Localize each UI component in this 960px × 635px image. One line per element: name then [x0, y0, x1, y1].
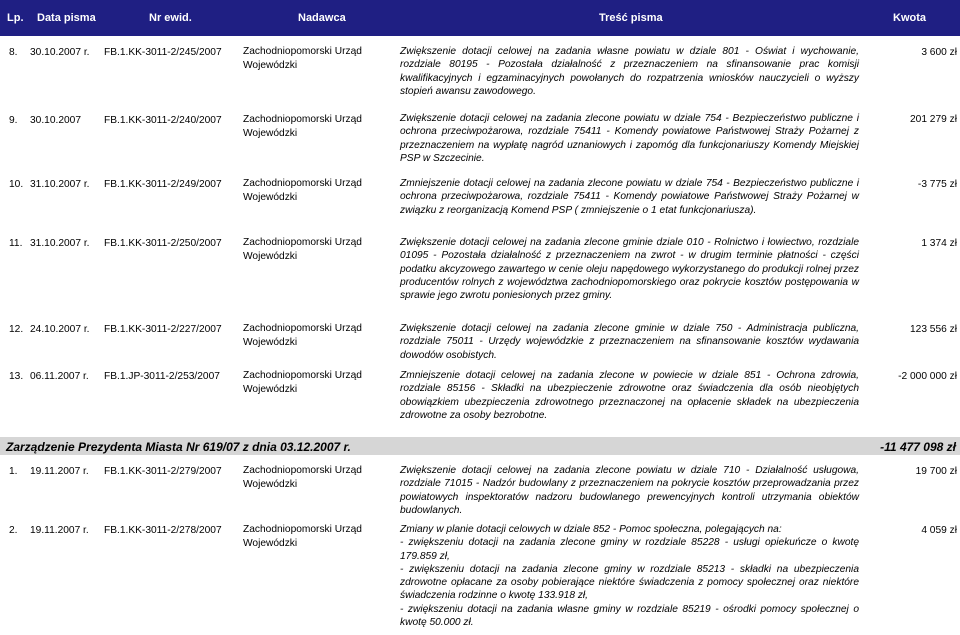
row-sender: Zachodniopomorski Urząd Wojewódzki: [243, 465, 362, 490]
row-lp: 10.: [9, 179, 24, 190]
row-content: Zwiększenie dotacji celowej na zadania zlecone powiatu w dziale 754 - Bezpieczeństwo publiczne i ochrona przeciwpożarowa, rozdziale 75411 - Komendy powiatowe Państwowej Straży Pożarnej z przeznaczeniem na wypłatę nagród uznaniowych i zapomóg dla funkcjonariuszy Komendy Miejskiej PSP w Szczecinie.: [400, 113, 859, 164]
row-lp: 12.: [9, 324, 24, 335]
row-nr: FB.1.KK-3011-2/240/2007: [104, 115, 222, 126]
row-amount: -3 775 zł: [917, 179, 957, 190]
row-sender: Zachodniopomorski Urząd Wojewódzki: [243, 237, 362, 262]
header-sender: Nadawca: [298, 12, 346, 24]
row-date: 30.10.2007 r.: [30, 47, 90, 58]
row-nr: FB.1.KK-3011-2/249/2007: [104, 179, 222, 190]
row-sender: Zachodniopomorski Urząd Wojewódzki: [243, 46, 362, 71]
content-line: - zwiększeniu dotacji na zadania zlecone gminy w rozdziale 85213 - składki na ubezpieczenia zdrowotne opłacane za osoby pobierające niektóre świadczenia z pomocy społecznej oraz niektóre świadczenia rodzinne o kwotę 133.918 zł,: [400, 563, 859, 602]
row-amount: 4 059 zł: [921, 525, 957, 536]
row-date: 31.10.2007 r.: [30, 238, 90, 249]
row-content: Zwiększenie dotacji celowej na zadania zlecone gminie dziale 010 - Rolnictwo i łowiectwo, rozdziale 01095 - Pozostała działalność z przeznaczeniem na zwrot - w drugim terminie płatności - części podatku akcyzowego zawartego w cenie oleju napędowego wykorzystanego do produkcji rolnej przez producentów rolnych z województwa zachodniopomorskiego oraz pokrycie kosztów postępowania w sprawie jego zwrotu poniesionych przez gminy.: [400, 237, 859, 302]
row-date: 24.10.2007 r.: [30, 324, 90, 335]
header-amount: Kwota: [893, 12, 926, 24]
row-amount: 201 279 zł: [909, 114, 957, 125]
row-content: Zwiększenie dotacji celowej na zadania zlecone powiatu w dziale 710 - Działalność usługowa, rozdziale 71015 - Nadzór budowlany z przeznaczeniem na pokrycie kosztów przeprowadzania przez powiatowych inspektoratów nadzoru budowlanego prewencyjnych kontroli utrzymania obiektów budowlanych.: [400, 465, 859, 516]
row-content: Zmniejszenie dotacji celowej na zadania zlecone powiatu w dziale 754 - Bezpieczeństwo publiczne i ochrona przeciwpożarowa, rozdziale 75411 - Komendy powiatowe Państwowej Straży Pożarnej w związku z reorganizacją Komend PSP ( zmniejszenie o 1 etat funkcjonariusza).: [400, 178, 859, 216]
header-lp: Lp.: [7, 12, 24, 24]
row-date: 19.11.2007 r.: [30, 466, 89, 477]
row-lp: 2.: [9, 525, 18, 536]
content-line: - zwiększeniu dotacji na zadania własne gminy w rozdziale 85219 - ośrodki pomocy społecznej o kwotę 50.000 zł.: [400, 603, 859, 629]
section-title: Zarządzenie Prezydenta Miasta Nr 619/07 z dnia 03.12.2007 r.: [6, 440, 351, 454]
row-date: 19.11.2007 r.: [30, 525, 89, 536]
row-date: 06.11.2007 r.: [30, 371, 89, 382]
content-line: - zwiększeniu dotacji na zadania zlecone gminy w rozdziale 85228 - usługi opiekuńcze o kwotę 179.859 zł,: [400, 537, 859, 562]
row-nr: FB.1.JP-3011-2/253/2007: [104, 371, 220, 382]
row-content: [400, 523, 859, 629]
row-amount: 1 374 zł: [921, 238, 957, 249]
row-lp: 1.: [9, 466, 18, 477]
row-content: Zwiększenie dotacji celowej na zadania własne powiatu w dziale 801 - Oświat i wychowanie, rozdziale 80195 - Pozostała działalność z przeznaczeniem na sfinansowanie prac komisji kwalifikacyjnych i egzaminacyjnych powołanych do rozpatrzenia wniosków nauczycieli o wyższy stopień awansu zawodowego.: [400, 46, 859, 97]
row-amount: -2 000 000 zł: [898, 371, 957, 382]
row-amount: 19 700 zł: [915, 466, 957, 477]
content-line: Zmiany w planie dotacji celowych w dziale 852 - Pomoc społeczna, polegających na:: [400, 524, 782, 535]
row-amount: 123 556 zł: [909, 324, 957, 335]
row-amount: 3 600 zł: [921, 47, 957, 58]
table-header: [0, 0, 960, 36]
row-nr: FB.1.KK-3011-2/278/2007: [104, 525, 222, 536]
row-sender: Zachodniopomorski Urząd Wojewódzki: [243, 178, 362, 203]
row-content: Zwiększenie dotacji celowej na zadania zlecone gminie w dziale 750 - Administracja publiczna, rozdziale 75011 - Urzędy wojewódzkie z przeznaczeniem na sfinansowanie kosztów wydawania dowodów osobistych.: [400, 323, 859, 361]
row-nr: FB.1.KK-3011-2/279/2007: [104, 466, 222, 477]
row-sender: Zachodniopomorski Urząd Wojewódzki: [243, 114, 362, 139]
header-nr: Nr ewid.: [149, 12, 192, 24]
row-lp: 11.: [9, 238, 23, 249]
row-content: Zmniejszenie dotacji celowej na zadania zlecone w powiecie w dziale 851 - Ochrona zdrowia, rozdziale 85156 - Składki na ubezpieczenie zdrowotne oraz świadczenia dla osób nieobjętych obowiązkiem ubezpieczenia zdrowotnego przeznaczonej na opłacenie składek na ubezpieczenia zdrowotne za osoby bezrobotne.: [400, 370, 859, 421]
row-nr: FB.1.KK-3011-2/245/2007: [104, 47, 222, 58]
row-sender: Zachodniopomorski Urząd Wojewódzki: [243, 323, 362, 348]
section-total: -11 477 098 zł: [880, 440, 956, 454]
row-lp: 13.: [9, 371, 24, 382]
row-nr: FB.1.KK-3011-2/250/2007: [104, 238, 222, 249]
row-sender: Zachodniopomorski Urząd Wojewódzki: [243, 524, 362, 549]
section-header: [0, 437, 960, 455]
row-sender: Zachodniopomorski Urząd Wojewódzki: [243, 370, 362, 395]
row-nr: FB.1.KK-3011-2/227/2007: [104, 324, 222, 335]
row-lp: 9.: [9, 115, 18, 126]
row-date: 30.10.2007: [30, 115, 81, 126]
header-content: Treść pisma: [599, 12, 663, 24]
header-date: Data pisma: [37, 12, 96, 24]
row-date: 31.10.2007 r.: [30, 179, 90, 190]
row-lp: 8.: [9, 47, 18, 58]
